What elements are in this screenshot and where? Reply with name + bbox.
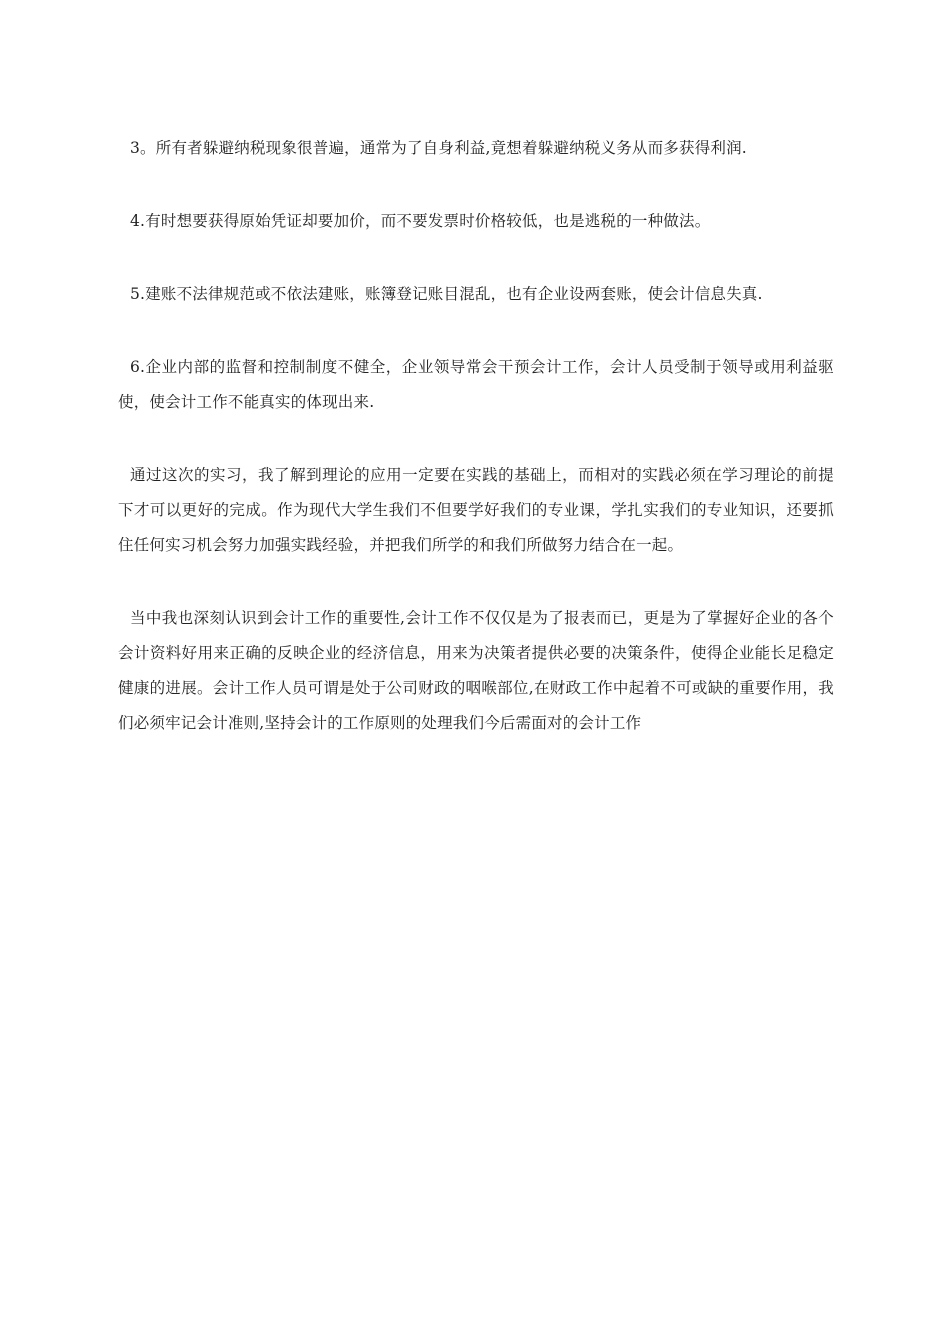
paragraph-internship-summary: 通过这次的实习，我了解到理论的应用一定要在实践的基础上，而相对的实践必须在学习理论的前提下才可以更好的完成。作为现代大学生我们不但要学好我们的专业课，学扎实我们的专业知识，还要抓住任何实习机会努力加强实践经验，并把我们所学的和我们所做努力结合在一起。 (118, 466, 834, 554)
paragraph-item-3: 3。所有者躲避纳税现象很普遍，通常为了自身利益,竟想着躲避纳税义务从而多获得利润. (130, 139, 747, 157)
paragraph-item-4: 4.有时想要获得原始凭证却要加价，而不要发票时价格较低，也是逃税的一种做法。 (130, 212, 711, 230)
paragraph-item-6: 6.企业内部的监督和控制制度不健全，企业领导常会干预会计工作，会计人员受制于领导或用利益驱使，使会计工作不能真实的体现出来. (118, 358, 834, 411)
paragraph-accounting-importance: 当中我也深刻认识到会计工作的重要性,会计工作不仅仅是为了报表而已，更是为了掌握好企业的各个会计资料好用来正确的反映企业的经济信息，用来为决策者提供必要的决策条件，使得企业能长足稳定健康的进展。会计工作人员可谓是处于公司财政的咽喉部位,在财政工作中起着不可或缺的重要作用，我们必须牢记会计准则,坚持会计的工作原则的处理我们今后需面对的会计工作 (118, 609, 834, 732)
document-body (118, 131, 834, 779)
paragraph-item-5: 5.建账不法律规范或不依法建账，账簿登记账目混乱，也有企业设两套账，使会计信息失真. (130, 285, 763, 303)
